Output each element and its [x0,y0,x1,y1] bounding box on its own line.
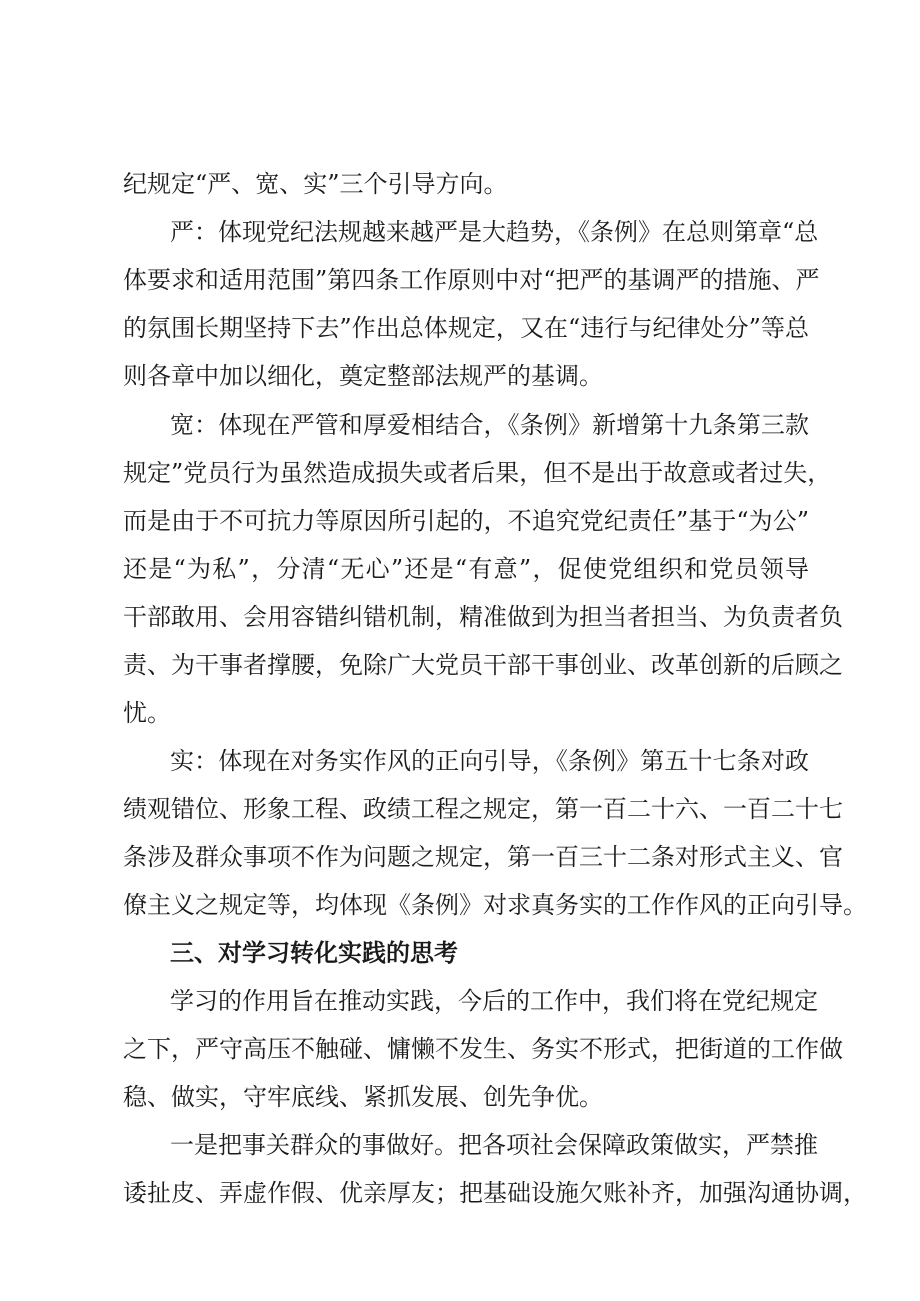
paragraph-line: 绩观错位、形象工程、政绩工程之规定，第一百二十六、一百二十七 [123,795,843,823]
section-heading: 三、对学习转化实践的思考 [170,939,458,967]
paragraph-line: 一是把事关群众的事做好。把各项社会保障政策做实，严禁推 [170,1131,818,1159]
paragraph-line: 则各章中加以细化，奠定整部法规严的基调。 [123,362,603,390]
paragraph-line: 的氛围长期坚持下去”作出总体规定，又在“违行与纪律处分”等总 [123,314,809,342]
paragraph-line: 诿扯皮、弄虚作假、优亲厚友；把基础设施欠账补齐，加强沟通协调， [123,1179,867,1207]
paragraph-line: 宽：体现在严管和厚爱相结合，《条例》新增第十九条第三款 [170,411,809,439]
paragraph-line: 实：体现在对务实作风的正向引导，《条例》第五十七条对政 [170,747,809,775]
paragraph-line: 还是“为私”，分清“无心”还是“有意”，促使党组织和党员领导 [123,555,809,583]
paragraph-line: 规定”党员行为虽然造成损失或者后果，但不是出于故意或者过失， [123,459,832,487]
paragraph-line: 而是由于不可抗力等原因所引起的，不追究党纪责任”基于“为公” [123,507,809,535]
paragraph-line: 之下，严守高压不触碰、慵懒不发生、务实不形式，把街道的工作做 [123,1035,843,1063]
paragraph-line: 纪规定“严、宽、实”三个引导方向。 [123,170,508,198]
paragraph-line: 稳、做实，守牢底线、紧抓发展、创先争优。 [123,1083,603,1111]
paragraph-line: 严：体现党纪法规越来越严是大趋势，《条例》在总则第章“总 [170,218,819,246]
paragraph-line: 体要求和适用范围”第四条工作原则中对“把严的基调严的措施、严 [123,266,820,294]
paragraph-line: 条涉及群众事项不作为问题之规定，第一百三十二条对形式主义、官 [123,843,843,871]
paragraph-line: 干部敢用、会用容错纠错机制，精准做到为担当者担当、为负责者负 [123,603,843,631]
paragraph-line: 僚主义之规定等，均体现《条例》对求真务实的工作作风的正向引导。 [123,891,867,919]
paragraph-line: 责、为干事者撑腰，免除广大党员干部干事创业、改革创新的后顾之 [123,651,843,679]
paragraph-line: 忧。 [123,699,171,727]
paragraph-line: 学习的作用旨在推动实践，今后的工作中，我们将在党纪规定 [170,987,818,1015]
